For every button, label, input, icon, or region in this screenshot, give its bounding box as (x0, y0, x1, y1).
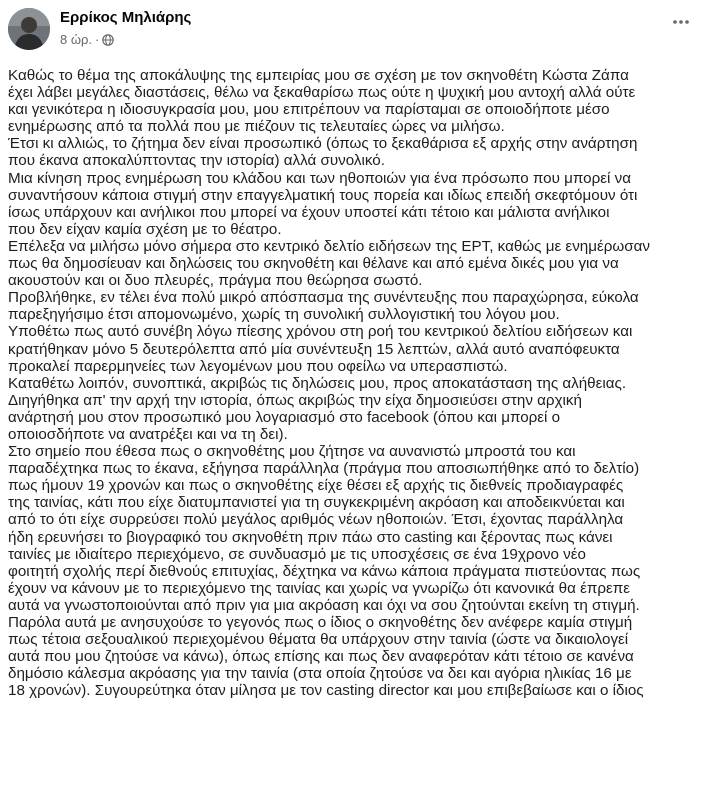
globe-icon (102, 34, 114, 46)
post-paragraph: Καθώς το θέμα της αποκάλυψης της εμπειρίας μου σε σχέση με τον σκηνοθέτη Κώστα Ζάπα έχει λάβει μεγάλες διαστάσεις, θέλω να ξεκαθαρίσω πως ούτε η ψυχική μου αντοχή αλλά ούτε και γενικότερα η ιδιοσυγκρασία μου, μου επιτρέπουν να παρίσταμαι σε οποιοδήποτε μέσο ενημέρωσης από τα πολλά που με πιέζουν τις τελευταίες ώρες να μιλήσω. (8, 67, 636, 136)
post-paragraph: Διηγήθηκα απ' την αρχή την ιστορία, όπως ακριβώς την είχα δημοσιεύσει στην αρχική ανάρτησή μου στον προσωπικό μου λογαριασμό στο facebook (όπου και μπορεί ο οποιοσδήποτε να ανατρέξει και να τη δει). (8, 391, 582, 443)
post-meta (60, 32, 114, 47)
post-paragraph: Επέλεξα να μιλήσω μόνο σήμερα στο κεντρικό δελτίο ειδήσεων της ΕΡΤ, καθώς με ενημέρωσαν πως θα δημοσίευαν και δηλώσεις του σκηνοθέτη και θέλανε και από εμένα δικές μου για να ακουστούν και οι δυο πλευρές, πράγμα που θεώρησα σωστό. (8, 237, 651, 290)
post-paragraph: Παρόλα αυτά με ανησυχούσε το γεγονός πως ο ίδιος ο σκηνοθέτης δεν ανέφερε καμία στιγμή πως τέτοια σεξουαλικού περιεχομένου θέματα θα υπάρχουν στην ταινία (ώστε να δικαιολογεί αυτά που μου ζητούσε να κάνω), όπως επίσης και πως δεν αναφερόταν κάτι τέτοιο σε κανένα δημόσιο κάλεσμα ακρόασης για την ταινία (στα οποία ζητούσε να δει και αγόρια ηλικίας 16 με 18 χρονών). Συγουρεύτηκα όταν μίλησα με τον casting director και μου επιβεβαίωσε και ο ίδιος (8, 614, 644, 700)
post-options-button[interactable] (667, 12, 695, 32)
post-paragraph: Καταθέτω λοιπόν, συνοπτικά, ακριβώς τις δηλώσεις μου, προς αποκατάσταση της αλήθειας. (8, 374, 627, 392)
post-text (8, 67, 693, 699)
post-paragraph: Υποθέτω πως αυτό συνέβη λόγω πίεσης χρόνου στη ροή του κεντρικού δελτίου ειδήσεων και κρατήθηκαν μόνο 5 δευτερόλεπτα από μία συνέντευξη 15 λεπτών, αλλά αυτό αναπόφευκτα προκαλεί παρερμηνείες των λεγομένων μου που οφείλω να υπερασπιστώ. (8, 323, 633, 375)
post-timestamp[interactable]: 8 ώρ. (60, 32, 92, 47)
post-header (0, 0, 705, 62)
post-paragraph: Προβλήθηκε, εν τέλει ένα πολύ μικρό απόσπασμα της συνέντευξης που παραχώρησα, εύκολα παρεξηγήσιμο έτσι απομονωμένο, χωρίς τη συνολική συλλογιστική του λόγου μου. (8, 289, 639, 324)
post-paragraph: Μια κίνηση προς ενημέρωση του κλάδου και των ηθοποιών για ένα πρόσωπο που μπορεί να συναντήσουν κάποια στιγμή στην επαγγελματική τους πορεία και ιδίως επειδή σκεφτόμουν ότι ίσως υπάρχουν και ανήλικοι που μπορεί να έχουν υποστεί κάτι τέτοιο και μάλιστα ανήλικοι που δεν είχαν καμία σχέση με το θέατρο. (8, 169, 638, 238)
post-paragraph: Στο σημείο που έθεσα πως ο σκηνοθέτης μου ζήτησε να αυνανιστώ μπροστά του και παραδέχτηκα πως το έκανα, εξήγησα παράλληλα (πράγμα που αποσιωπήθηκε από το δελτίο) πως ήμουν 19 χρονών και πως ο σκηνοθέτης είχε θέσει εξ αρχής τις διεθνείς προδιαγραφές της ταινίας, κάτι που είχε διατυμπανιστεί για τη συγκεκριμένη ακρόαση και αποδεικνύεται και από το ότι είχε συρρεύσει πολύ μεγάλος αριθμός νέων ηθοποιών. Έτσι, έχοντας παράλληλα ήδη ερευνήσει το βιογραφικό του σκηνοθέτη πριν πάω στο casting και ξέροντας πως κάνει ταινίες με ιδιαίτερο περιεχόμενο, σε συνδυασμό με τις υποσχέσεις σε ένα 19χρονο νέο φοιτητή σχολής περί διεθνούς επιτυχίας, δέχτηκα να κάνω κάποια πράγματα πιστεύοντας πως έχουν να κάνουν με το περιεχόμενο της ταινίας και χωρίς να γνωρίζω ότι κανονικά θα έπρεπε αυτά να γνωστοποιούνται από πριν για μια ακρόαση και όχι να σου ζητούνται εκείνη τη στιγμή. (8, 443, 641, 614)
more-horizontal-icon (672, 19, 690, 25)
author-name[interactable]: Ερρίκος Μηλιάρης (60, 9, 192, 26)
author-avatar[interactable] (8, 8, 50, 50)
meta-separator: · (95, 32, 100, 47)
post-paragraph: Έτσι κι αλλιώς, το ζήτημα δεν είναι προσωπικό (όπως το ξεκαθάρισα εξ αρχής στην ανάρτηση που έκανα αποκαλύπτοντας την ιστορία) αλλά συνολικό. (8, 135, 638, 170)
